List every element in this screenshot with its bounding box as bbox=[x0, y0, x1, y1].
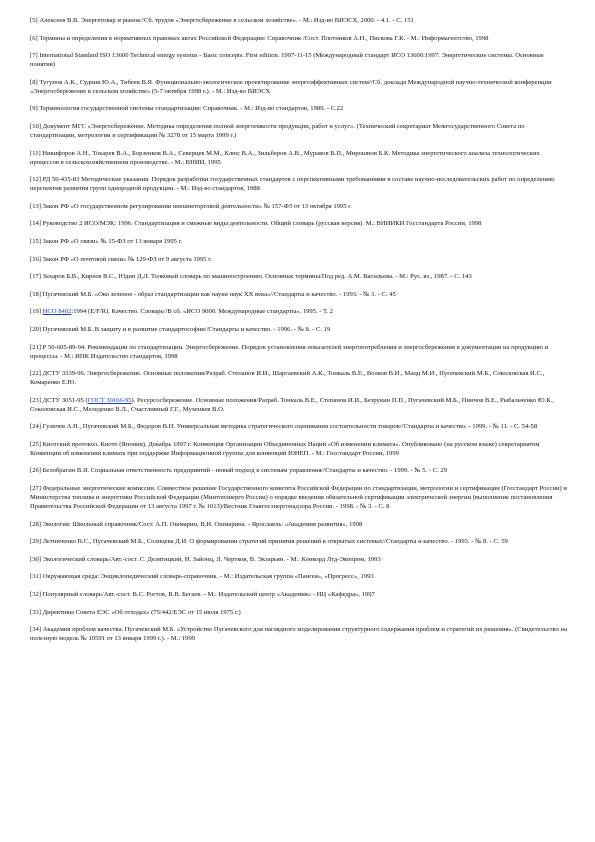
reference-text: [14] Руководство 2 ИСО/МЭК: 1996. Стандартизация и смежные виды деятельности. Общий словарь (русская версия). М.: ВНИИКИ Госстандарта России, 1998 bbox=[30, 220, 482, 228]
reference-text: [5] Алексеев В.В. Энергетовар и рынок//Сб. трудов «Энергосбережение в сельском хозяйстве». - М.: Изд-во ВИЭСХ, 2000. - 4.1. - С. 151 bbox=[30, 17, 414, 24]
reference-item bbox=[30, 122, 570, 140]
reference-text: [18] Пугачевский М.Б. «Око зеленое - образ стандартизации как науки наук XX века»//Стандарты и качество. - 1993. - № 3. - С. 45 bbox=[30, 290, 396, 298]
reference-text: :1994 (Е/F/R). Качество. Словарь//В сб. «ИСО 9000. Международные стандарты». 1995. - Т. 2 bbox=[71, 308, 334, 316]
reference-item bbox=[30, 272, 570, 281]
reference-item bbox=[30, 396, 570, 414]
reference-item bbox=[30, 422, 570, 431]
reference-item bbox=[30, 343, 570, 361]
reference-text: [11] Никифоров А.Н., Токарев В.А., Борзенков В.А., Северцев М.М., Клюс В.А., Зильберов А.В., Муравов В.П., Мирошнов Б.К. Методика энергетического анализа технологических процессов в сельскохозяйственном производстве. - М.: ВНИИ, 1995 bbox=[30, 149, 540, 166]
reference-item bbox=[30, 307, 570, 316]
reference-item bbox=[30, 104, 570, 113]
reference-text: [8] Тугунов А.К., Судник Ю.А., Тибеев В.Я. Функционально-экологическое проектирование энергоэффективных систем//Сб. доклада Международной научно-технической конференции «Энергосбережение в сельском хозяйстве» (5-7 октября 1998 г.). - М.: Изд-во ВИЭСХ bbox=[30, 78, 552, 95]
reference-item bbox=[30, 175, 570, 193]
reference-list bbox=[30, 16, 570, 652]
reference-item bbox=[30, 255, 570, 264]
reference-item bbox=[30, 78, 570, 96]
reference-item bbox=[30, 202, 570, 211]
reference-text: [12] РД 50-435-83 Методические указания. Порядок разработки государственных стандартов с перспективными требованиями в составе научно-исследовательских работ по определению перспектив развития групп однородной продукции. - М.: Изд-во стандартов, 1988 bbox=[30, 176, 555, 193]
reference-item bbox=[30, 219, 570, 228]
reference-text: [34] Академия проблем качества. Пугачевский М.Б. «Устройство Пугачевского для наглядного моделирования структурного содержания проблем и стратегий их решения». (Свидетельство на полезную модель № 10591 от 13 января 1999 г.). - М.: 1999 bbox=[30, 626, 567, 643]
reference-item bbox=[30, 625, 570, 643]
reference-text: [33] Директивы Совета ЕЭС «Об отходах» (75/442/ЕЭС от 15 июля 1975 г.) bbox=[30, 608, 241, 616]
reference-item bbox=[30, 290, 570, 299]
reference-text: [13] Закон РФ «О государственном регулировании внешнеторговой деятельности» № 157-ФЗ от 13 октября 1995 г. bbox=[30, 202, 352, 210]
reference-text: [30] Экологический словарь/Авт.-сост. С. Делятицкий, И. Зайонц, Л. Чертков, В. Экзарьян. - М.: Конкорд Лтд-Экопром, 1993 bbox=[30, 555, 381, 563]
reference-text: [19] bbox=[30, 308, 43, 316]
reference-text: [20] Пугачевский М.Б. В защиту и в развитие стандартософии//Стандарты и качество. - 1996. - № 8. - С. 19 bbox=[30, 325, 331, 333]
reference-item bbox=[30, 608, 570, 617]
reference-text: [16] Закон РФ «О почтовой связи» № 129-ФЗ от 9 августа 1995 г. bbox=[30, 255, 212, 263]
reference-item bbox=[30, 590, 570, 599]
reference-text: [6] Термины и определения в нормативных правовых актах Российской Федерации: Справочник /Сост. Плотников А.Н., Пискова Г.К. - М.: Информагентство, 1998 bbox=[30, 34, 489, 42]
reference-item bbox=[30, 149, 570, 167]
reference-item bbox=[30, 466, 570, 475]
reference-text: [31] Окружающая среда: Энциклопедический словарь-справочник. - М.: Издательская группа «Пангея», «Прогресс», 1993 bbox=[30, 573, 374, 581]
reference-text: [7] International Standard ISO 13600 Technical energy systems - Basic concepts. First edition. 1997-11-15 (Международный стандарт ИСО 13600:1997. Энергетические системы. Основные понятия) bbox=[30, 52, 544, 69]
reference-item bbox=[30, 537, 570, 546]
reference-item bbox=[30, 325, 570, 334]
reference-text: [25] Киотский протокол. Киото (Япония), Декабрь 1997 г. Конвенция Организации Объединенных Наций «Об изменении климата». Опубликовано (на русском языке) секретариатом Конвенции об изменении климата при поддержке Информационной группы для конвенций ЮНЕП. - М.: Госстандарт России, 1999 bbox=[30, 440, 540, 457]
reference-text: [27] Федеральные энергетические комиссии. Совместное решение Государственного комитета Российской Федерации по стандартизации, метрологии и сертификации (Госстандарт России) и Министерства топлива и энергетики Российской Федерации (Минтопэнерго России) о порядке введения обязательной сертификации электрической энергии (выполнение постановления Правительства Российской Федерации от 13 августа 1997 г. № 1013)/Вестник Главгосэнергонадзора России. - 1998. - № 3. - С. 8 bbox=[30, 485, 567, 511]
reference-text: [26] Белобрагин В.Я. Социальная ответственность предприятий - новый подход к системам управления//Стандарты и качество. - 1999. - № 5. - С. 29 bbox=[30, 467, 448, 475]
reference-item bbox=[30, 520, 570, 529]
reference-item bbox=[30, 484, 570, 511]
reference-item bbox=[30, 51, 570, 69]
reference-item bbox=[30, 440, 570, 458]
reference-item bbox=[30, 572, 570, 581]
reference-text: ). Ресурсосбережение. Основные положения/Разраб. Тонкаль В.Е., Степанов И.И., Безрукин П.П., Пугачевский М.Б., Пинчов В.Е., Рыбальченко Ю.К., Соколовская И.С., Меледенко В.Л., Счастливный Г.Г., Мухенкев В.О. bbox=[30, 396, 554, 413]
reference-text: [10] Документ МГС «Энергосбережение. Методика определения полной энергоемкости продукции, работ и услуг». (Технический секретариат Межгосударственного Совета по стандартизации, метрологии и сертификации № 3278 от 15 марта 1999 г.) bbox=[30, 122, 525, 139]
reference-text: [24] Гузичев А.Н., Пугачевский М.Б., Федоров В.Н. Универсальная методика стратегического оценивания состоятельности товаров//Стандарты и качество. - 1999. - № 11. - С. 54-58 bbox=[30, 423, 538, 431]
reference-text: [28] Экология: Школьный справочник/Сост. А.П. Ошмарин, В.И. Ошмарина. - Ярославль: «Академия развития», 1998 bbox=[30, 520, 363, 528]
standard-link[interactable]: ГОСТ 30166-95 bbox=[87, 396, 132, 404]
reference-item bbox=[30, 555, 570, 564]
reference-text: [9] Терминология государственной системы стандартизации: Справочник. - М.: Изд-во стандартов, 1989. - С.22 bbox=[30, 105, 344, 113]
reference-text: [22] ДСТУ 3339-96. Энергосбережение. Основные положения/Разраб. Степанов И.И., Шаргаевский А.К., Тонкаль В.Е., Волков В.И., Мацц М.И., Пугачевский М.Б., Соколовская И.С., Комаренко Е.Ю. bbox=[30, 370, 545, 387]
reference-text: [23] ДСТУ 3051-95 ( bbox=[30, 396, 88, 404]
reference-text: [21] Р 50-605-89-94. Рекомендации по стандартизации. Энергосбережение. Порядок установления показателей энергопотребления и энергосбережения в документации на продукцию и процессы. - М.: ИПК Издательство стандартов, 1998 bbox=[30, 343, 549, 360]
reference-text: [17] Захаров Б.В., Киреев В.С., Юдин Д.Л. Толковый словарь по машиностроению. Основные термины/Под ред. А.М. Васильева. - М.: Рус. яз., 1987. - С. 143 bbox=[30, 273, 472, 281]
reference-item bbox=[30, 237, 570, 246]
reference-item bbox=[30, 16, 570, 25]
reference-text: [29] Летниченко В.С., Пугачевский М.Б., Солнцева Д.И. О формировании стратегий принятия решений в открытых системах//Стандарты и качество. - 1993. - № 8. - С. 59 bbox=[30, 538, 508, 546]
reference-text: [32] Популярный словарь/Авт.-сост. В.С. Рогтов, В.В. Бегаев. - М.: Издательский центр «Академия» - ИЦ «Кафедра», 1997 bbox=[30, 591, 375, 599]
standard-link[interactable]: ИСО 8402 bbox=[42, 308, 72, 316]
reference-item bbox=[30, 369, 570, 387]
reference-text: [15] Закон РФ «О связи» № 15-ФЗ от 13 января 1995 г. bbox=[30, 237, 183, 245]
reference-item bbox=[30, 34, 570, 43]
